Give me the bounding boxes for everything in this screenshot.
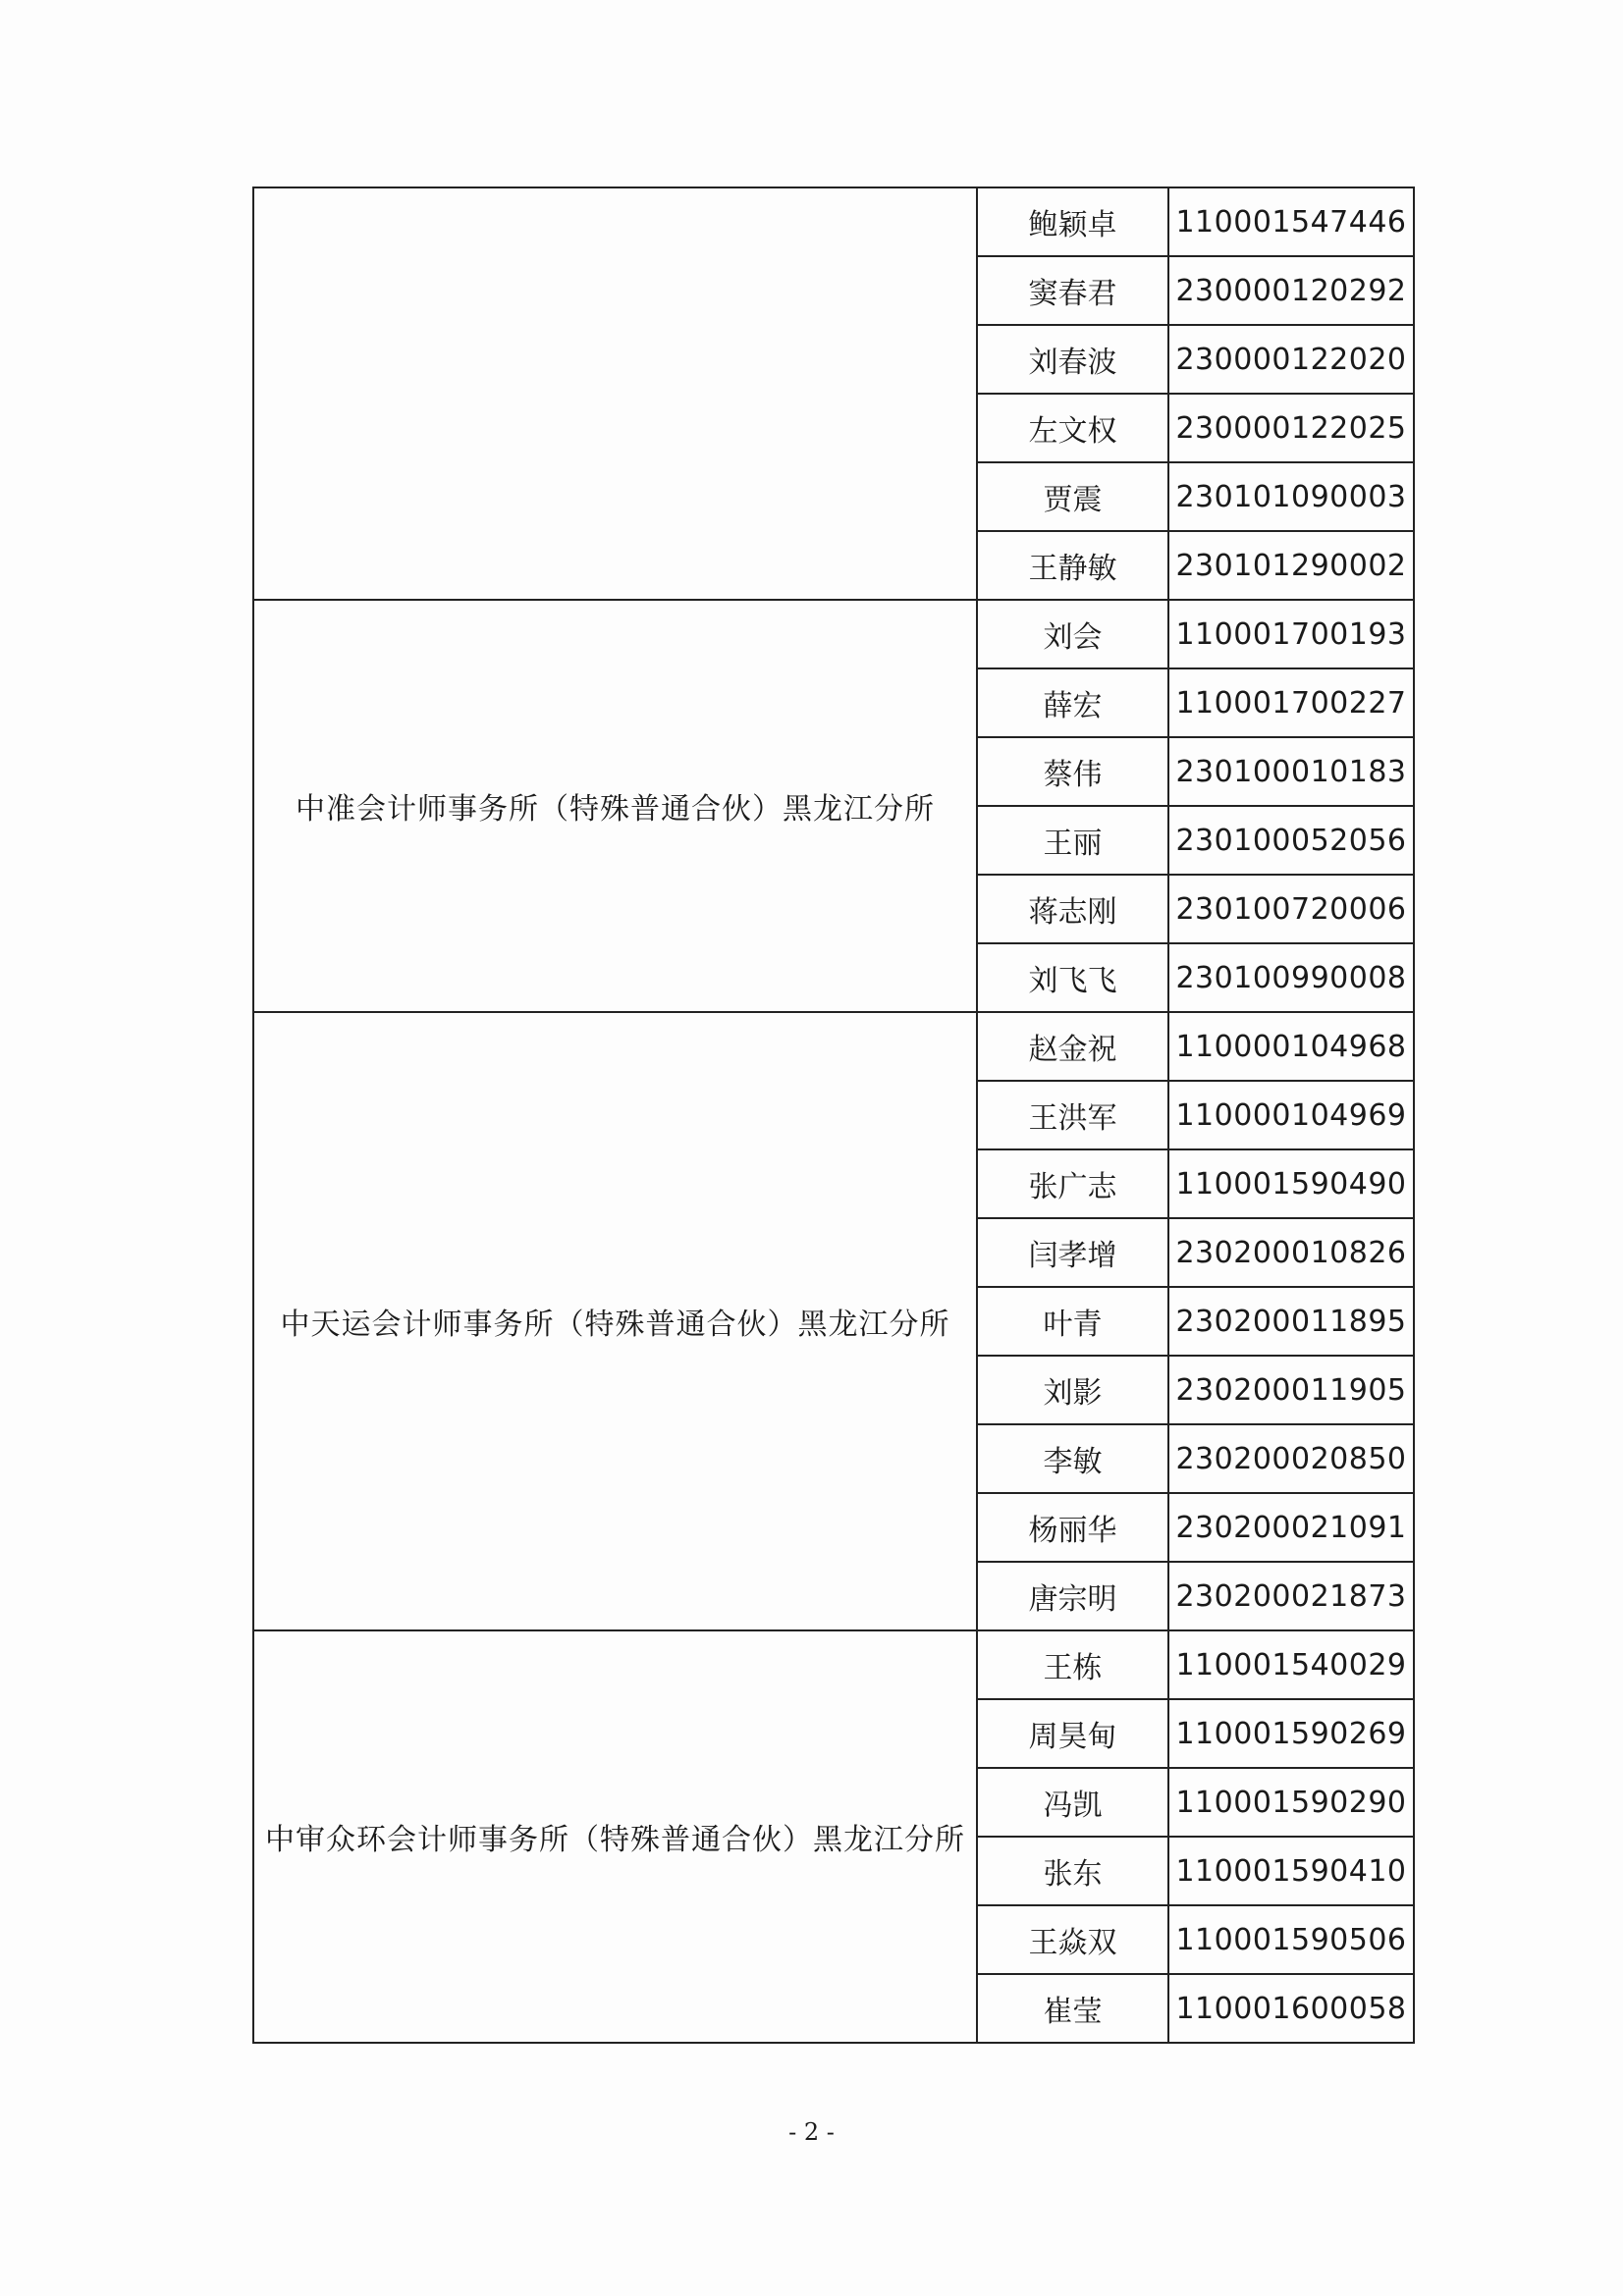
accountant-name-cell: 刘飞飞 bbox=[977, 943, 1168, 1012]
firm-name-cell bbox=[253, 187, 977, 600]
certificate-number-cell: 110001600058 bbox=[1168, 1974, 1414, 2043]
certificate-number-cell: 230200011905 bbox=[1168, 1356, 1414, 1424]
certificate-number-cell: 110001700227 bbox=[1168, 668, 1414, 737]
firm-name-cell: 中审众环会计师事务所（特殊普通合伙）黑龙江分所 bbox=[253, 1630, 977, 2043]
table-row bbox=[253, 1012, 1414, 1081]
certificate-number-cell: 230200011895 bbox=[1168, 1287, 1414, 1356]
certificate-number-cell: 110001590490 bbox=[1168, 1149, 1414, 1218]
accountant-name-cell: 窦春君 bbox=[977, 256, 1168, 325]
certificate-number-cell: 230000120292 bbox=[1168, 256, 1414, 325]
roster-body bbox=[253, 187, 1414, 2043]
firm-name-cell: 中准会计师事务所（特殊普通合伙）黑龙江分所 bbox=[253, 600, 977, 1012]
certificate-number-cell: 230100052056 bbox=[1168, 806, 1414, 875]
accountant-name-cell: 叶青 bbox=[977, 1287, 1168, 1356]
accountant-name-cell: 冯凯 bbox=[977, 1768, 1168, 1837]
accountant-name-cell: 周昊甸 bbox=[977, 1699, 1168, 1768]
certificate-number-cell: 230100990008 bbox=[1168, 943, 1414, 1012]
certificate-number-cell: 230000122020 bbox=[1168, 325, 1414, 394]
accountant-name-cell: 杨丽华 bbox=[977, 1493, 1168, 1562]
accountant-name-cell: 崔莹 bbox=[977, 1974, 1168, 2043]
table-row bbox=[253, 1630, 1414, 1699]
accountant-name-cell: 刘影 bbox=[977, 1356, 1168, 1424]
certificate-number-cell: 230000122025 bbox=[1168, 394, 1414, 462]
certificate-number-cell: 110000104969 bbox=[1168, 1081, 1414, 1149]
accountant-name-cell: 蔡伟 bbox=[977, 737, 1168, 806]
accountant-name-cell: 刘春波 bbox=[977, 325, 1168, 394]
accountant-roster-table bbox=[252, 187, 1415, 2044]
accountant-name-cell: 王洪军 bbox=[977, 1081, 1168, 1149]
firm-name-cell: 中天运会计师事务所（特殊普通合伙）黑龙江分所 bbox=[253, 1012, 977, 1630]
certificate-number-cell: 230200010826 bbox=[1168, 1218, 1414, 1287]
accountant-name-cell: 张广志 bbox=[977, 1149, 1168, 1218]
certificate-number-cell: 110001540029 bbox=[1168, 1630, 1414, 1699]
certificate-number-cell: 230200020850 bbox=[1168, 1424, 1414, 1493]
certificate-number-cell: 230100010183 bbox=[1168, 737, 1414, 806]
certificate-number-cell: 110001590506 bbox=[1168, 1905, 1414, 1974]
certificate-number-cell: 110001700193 bbox=[1168, 600, 1414, 668]
accountant-name-cell: 贾震 bbox=[977, 462, 1168, 531]
accountant-name-cell: 唐宗明 bbox=[977, 1562, 1168, 1630]
accountant-name-cell: 王栋 bbox=[977, 1630, 1168, 1699]
accountant-name-cell: 蒋志刚 bbox=[977, 875, 1168, 943]
certificate-number-cell: 230101290002 bbox=[1168, 531, 1414, 600]
accountant-name-cell: 李敏 bbox=[977, 1424, 1168, 1493]
accountant-name-cell: 张东 bbox=[977, 1837, 1168, 1905]
table-row bbox=[253, 600, 1414, 668]
table-row bbox=[253, 187, 1414, 256]
certificate-number-cell: 110000104968 bbox=[1168, 1012, 1414, 1081]
certificate-number-cell: 110001590290 bbox=[1168, 1768, 1414, 1837]
certificate-number-cell: 110001547446 bbox=[1168, 187, 1414, 256]
accountant-name-cell: 王丽 bbox=[977, 806, 1168, 875]
certificate-number-cell: 110001590269 bbox=[1168, 1699, 1414, 1768]
accountant-name-cell: 左文权 bbox=[977, 394, 1168, 462]
certificate-number-cell: 230200021091 bbox=[1168, 1493, 1414, 1562]
accountant-name-cell: 闫孝增 bbox=[977, 1218, 1168, 1287]
accountant-name-cell: 薛宏 bbox=[977, 668, 1168, 737]
certificate-number-cell: 230100720006 bbox=[1168, 875, 1414, 943]
accountant-name-cell: 王静敏 bbox=[977, 531, 1168, 600]
certificate-number-cell: 230101090003 bbox=[1168, 462, 1414, 531]
accountant-name-cell: 赵金祝 bbox=[977, 1012, 1168, 1081]
certificate-number-cell: 110001590410 bbox=[1168, 1837, 1414, 1905]
accountant-name-cell: 王焱双 bbox=[977, 1905, 1168, 1974]
accountant-name-cell: 鲍颖卓 bbox=[977, 187, 1168, 256]
accountant-name-cell: 刘会 bbox=[977, 600, 1168, 668]
page-number: - 2 - bbox=[788, 2118, 835, 2146]
certificate-number-cell: 230200021873 bbox=[1168, 1562, 1414, 1630]
